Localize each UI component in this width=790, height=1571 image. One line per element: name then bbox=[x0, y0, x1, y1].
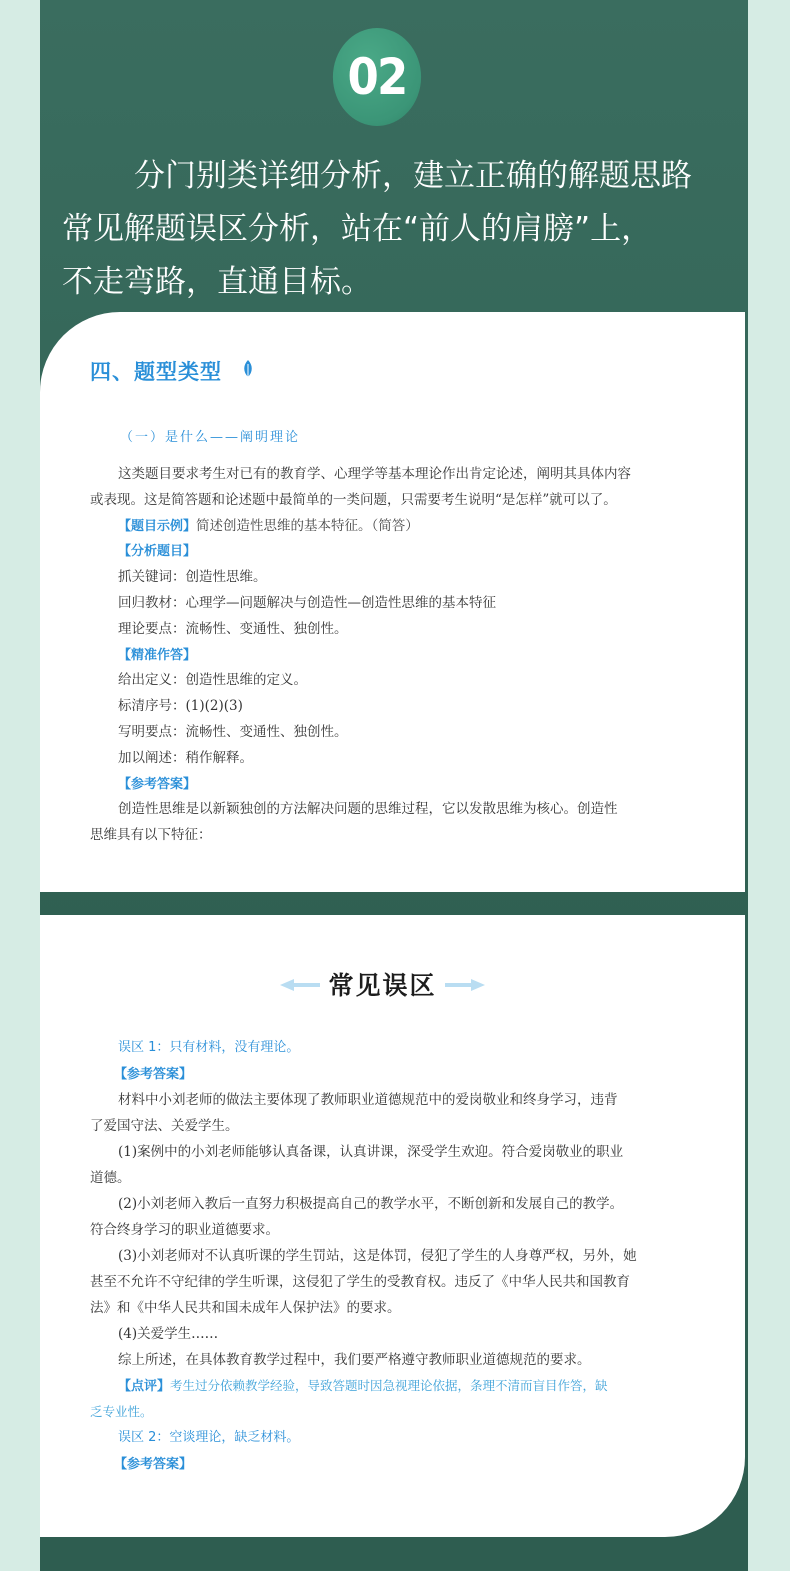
answer-line: (4)关爱学生…… bbox=[118, 1326, 219, 1342]
section-number-badge: 02 bbox=[333, 28, 421, 126]
answer-line: (3)小刘老师对不认真听课的学生罚站，这是体罚，侵犯了学生的人身尊严权，另外，她 bbox=[118, 1248, 637, 1264]
list-item: 标清序号：(1)(2)(3) bbox=[118, 698, 243, 715]
section-body bbox=[90, 462, 695, 849]
answer-line: 甚至不允许不守纪律的学生听课，这侵犯了学生的受教育权。违反了《中华人民共和国教育 bbox=[90, 1274, 630, 1290]
reference-tag: 【参考答案】 bbox=[114, 1067, 193, 1082]
list-item: 加以阐述：稍作解释。 bbox=[118, 749, 253, 766]
analysis-tag: 【分析题目】 bbox=[118, 544, 197, 560]
answer-line: (2)小刘老师入教后一直努力积极提高自己的教学水平，不断创新和发展自己的教学。 bbox=[118, 1196, 624, 1212]
mistake-heading: 误区 2：空谈理论，缺乏材料。 bbox=[118, 1430, 300, 1445]
list-item: 写明要点：流畅性、变通性、独创性。 bbox=[118, 723, 348, 740]
paragraph-line: 思维具有以下特征： bbox=[90, 827, 212, 844]
comment-text-cont: 乏专业性。 bbox=[90, 1404, 153, 1419]
answer-line: 综上所述，在具体教育教学过程中，我们要严格遵守教师职业道德规范的要求。 bbox=[118, 1352, 591, 1368]
reference-row bbox=[90, 1061, 695, 1087]
leaf-icon bbox=[242, 360, 254, 380]
answer-method-row bbox=[90, 643, 695, 669]
comment-text: 考生过分依赖教学经验，导致答题时因急视理论依据，条理不清而盲目作答，缺 bbox=[170, 1378, 608, 1393]
intro-line: 常见解题误区分析，站在“前人的肩膀”上， bbox=[62, 211, 653, 247]
banner-title: 常见误区 bbox=[320, 971, 444, 1000]
answer-line: 道德。 bbox=[90, 1170, 131, 1186]
mistake-heading: 误区 1：只有材料，没有理论。 bbox=[118, 1040, 300, 1055]
list-item: 抓关键词：创造性思维。 bbox=[118, 569, 267, 586]
paragraph-line: 创造性思维是以新颖独创的方法解决问题的思维过程，它以发散思维为核心。创造性 bbox=[118, 801, 618, 818]
list-item: 给出定义：创造性思维的定义。 bbox=[118, 672, 307, 689]
mistakes-body bbox=[90, 1035, 695, 1477]
answer-line: 了爱国守法、关爱学生。 bbox=[90, 1118, 239, 1134]
answer-line: 材料中小刘老师的做法主要体现了教师职业道德规范中的爱岗敬业和终身学习，违背 bbox=[118, 1092, 618, 1108]
paragraph-line: 这类题目要求考生对已有的教育学、心理学等基本理论作出肯定论述，阐明其具体内容 bbox=[118, 466, 631, 482]
answer-lines bbox=[90, 1087, 695, 1373]
answer-line: (1)案例中的小刘老师能够认真备课，认真讲课，深受学生欢迎。符合爱岗敬业的职业 bbox=[118, 1144, 624, 1160]
common-mistakes-card bbox=[40, 915, 745, 1537]
answer-method-tag: 【精准作答】 bbox=[118, 647, 197, 663]
list-item: 回归教材：心理学—问题解决与创造性—创造性思维的基本特征 bbox=[118, 594, 496, 611]
comment-row bbox=[90, 1373, 695, 1399]
reference-tag: 【参考答案】 bbox=[118, 776, 197, 792]
reference-row bbox=[90, 1451, 695, 1477]
section-title: 四、题型类型 bbox=[90, 360, 222, 384]
section-banner bbox=[280, 970, 485, 1000]
example-tag: 【题目示例】 bbox=[118, 518, 197, 534]
intro-line: 不走弯路，直通目标。 bbox=[62, 264, 372, 300]
reference-row bbox=[90, 772, 695, 798]
paragraph-line: 或表现。这是简答题和论述题中最简单的一类问题，只需要考生说明“是怎样”就可以了。 bbox=[90, 491, 617, 508]
question-type-card bbox=[40, 312, 745, 892]
answer-line: 法》和《中华人民共和国未成年人保护法》的要求。 bbox=[90, 1300, 401, 1316]
list-item: 理论要点：流畅性、变通性、独创性。 bbox=[118, 620, 348, 637]
answer-line: 符合终身学习的职业道德要求。 bbox=[90, 1222, 279, 1238]
analysis-row bbox=[90, 539, 695, 565]
example-text: 简述创造性思维的基本特征。（简答） bbox=[196, 517, 419, 534]
example-row bbox=[90, 514, 695, 540]
intro-text bbox=[62, 150, 732, 309]
intro-line: 分门别类详细分析，建立正确的解题思路 bbox=[134, 158, 692, 194]
reference-tag: 【参考答案】 bbox=[114, 1457, 193, 1472]
subsection-title: （一）是什么——阐明理论 bbox=[120, 430, 301, 445]
comment-tag: 【点评】 bbox=[118, 1379, 171, 1394]
